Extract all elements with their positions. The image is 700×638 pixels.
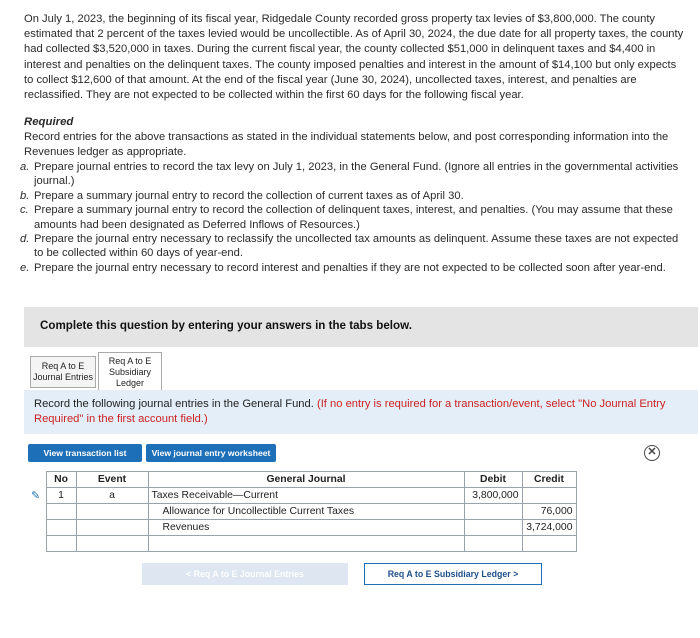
row-account: [148, 536, 464, 552]
complete-question-text: Complete this question by entering your answers in the tabs below.: [40, 319, 412, 332]
view-transaction-list-button[interactable]: View transaction list: [28, 444, 142, 462]
tab-journal-entries[interactable]: Req A to E Journal Entries: [30, 356, 96, 388]
row-debit: 3,800,000: [464, 488, 522, 504]
row-credit: 3,724,000: [522, 520, 576, 536]
instruction-note: (If no entry is required for a transaction/event, select "No Journal Entry Required" in the first account field.): [34, 398, 666, 425]
journal-table: [28, 471, 577, 552]
row-event: [76, 536, 148, 552]
pencil-icon[interactable]: ✎: [31, 490, 41, 502]
required-body: Record entries for the above transactions as stated in the individual statements below, and post corresponding information into the Revenues ledger as appropriate.: [24, 131, 669, 158]
row-no: [46, 504, 76, 520]
row-credit: [522, 536, 576, 552]
prev-tab-button[interactable]: < Req A to E Journal Entries: [142, 563, 348, 585]
requirements-list: [20, 160, 684, 275]
edit-cell: [28, 520, 46, 536]
header-debit: Debit: [464, 472, 522, 488]
row-event: [76, 520, 148, 536]
requirement-d: d. Prepare the journal entry necessary to reclassify the uncollected tax amounts as delinquent. Assume these taxes are not expected to be collected within 60 days of year-end.: [20, 233, 679, 260]
row-account: Allowance for Uncollectible Current Taxes: [148, 504, 464, 520]
required-heading: Required: [24, 116, 74, 128]
row-debit: [464, 520, 522, 536]
row-event: a: [76, 488, 148, 504]
requirement-a: a. Prepare journal entries to record the tax levy on July 1, 2023, in the General Fund. (Ignore all entries in the governmental activities journal.): [20, 161, 679, 188]
requirement-e: e. Prepare the journal entry necessary to record interest and penalties if they are not expected to be collected soon after year-end.: [20, 261, 666, 274]
journal-header-row: [28, 472, 576, 488]
table-row: [28, 520, 576, 536]
row-debit: [464, 504, 522, 520]
instruction-box: [24, 390, 698, 434]
row-debit: [464, 536, 522, 552]
header-credit: Credit: [522, 472, 576, 488]
header-event: Event: [76, 472, 148, 488]
row-credit: [522, 488, 576, 504]
table-row: [28, 536, 576, 552]
edit-column-header: [28, 472, 46, 488]
row-no: [46, 536, 76, 552]
next-tab-button[interactable]: Req A to E Subsidiary Ledger >: [364, 563, 542, 585]
instruction-text: Record the following journal entries in the General Fund.: [34, 398, 314, 410]
table-row: [28, 488, 576, 504]
table-row: [28, 504, 576, 520]
row-no: [46, 520, 76, 536]
row-account: Revenues: [148, 520, 464, 536]
tab-subsidiary-ledger[interactable]: Req A to E Subsidiary Ledger: [98, 352, 162, 390]
row-credit: 76,000: [522, 504, 576, 520]
header-no: No: [46, 472, 76, 488]
complete-question-bar: [24, 307, 698, 347]
row-no: 1: [46, 488, 76, 504]
edit-cell[interactable]: [28, 488, 46, 504]
requirement-c: c. Prepare a summary journal entry to record the collection of delinquent taxes, interest, and penalties. (You may assume that these amounts had been designated as Deferred Inflows of Resources.): [20, 204, 673, 231]
edit-cell: [28, 536, 46, 552]
row-account: Taxes Receivable—Current: [148, 488, 464, 504]
close-icon[interactable]: ✕: [644, 445, 660, 461]
view-journal-worksheet-button[interactable]: View journal entry worksheet: [146, 444, 276, 462]
row-event: [76, 504, 148, 520]
requirement-b: b. Prepare a summary journal entry to record the collection of current taxes as of April 30.: [20, 189, 464, 202]
header-general-journal: General Journal: [148, 472, 464, 488]
problem-intro: On July 1, 2023, the beginning of its fiscal year, Ridgedale County recorded gross property tax levies of $3,800,000. The county estimated that 2 percent of the taxes levied would be uncollectible. As of April 30, 2024, the due date for all property taxes, the county had collected $3,520,000 in taxes. During the current fiscal year, the county collected $51,000 in delinquent taxes and $4,400 in interest and penalties on the delinquent taxes. The county imposed penalties and interest in the amount of $14,100 but only expects to collect $12,600 of that amount. At the end of the fiscal year (June 30, 2024), uncollected taxes, interest, and penalties are reclassified. They are not expected to be collected within the first 60 days for the following fiscal year.: [24, 13, 684, 102]
edit-cell: [28, 504, 46, 520]
